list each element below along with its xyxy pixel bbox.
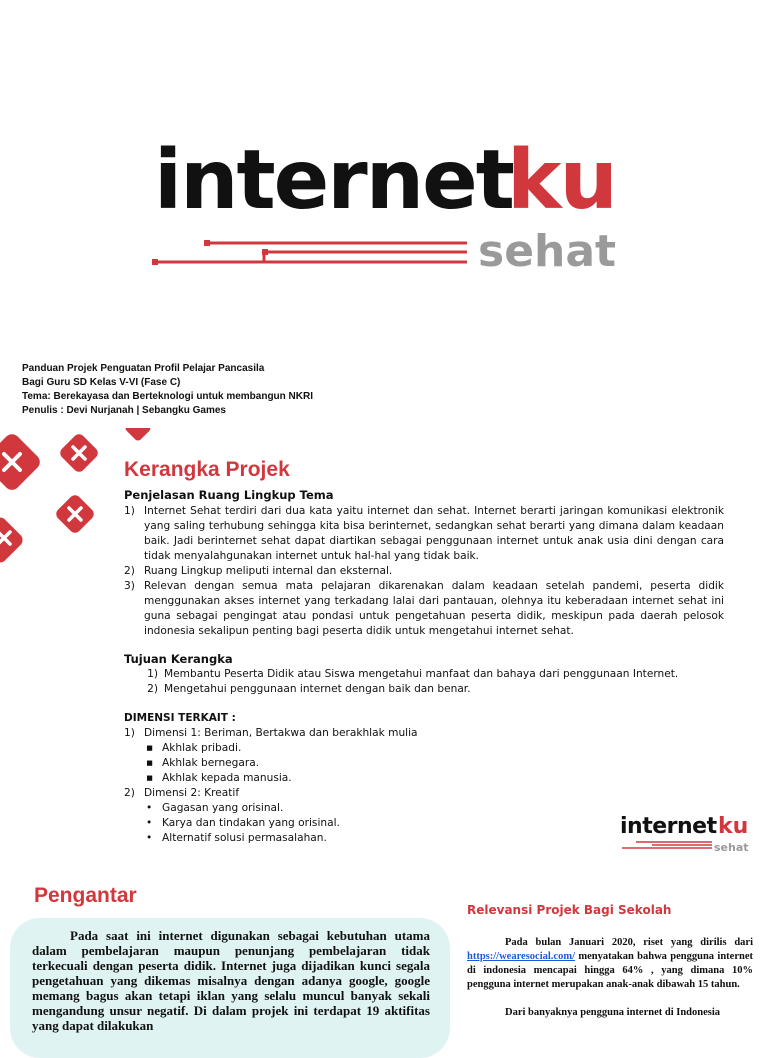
logo-ku-text: ku xyxy=(507,133,616,228)
relevansi-paragraph: Pada bulan Januari 2020, riset yang dirilis dari https://wearesocial.com/ menyatakan bahwa pengguna internet di indonesia mencapai hingga 64% , yang dimana 10% pengguna internet merupakan anak-anak dibawah 15 tahun. xyxy=(467,937,753,990)
list-item: 2) Dimensi 2: Kreatif xyxy=(124,787,240,799)
list-ruang-lingkup xyxy=(124,504,724,639)
bullet-item: • Gagasan yang orisinal. xyxy=(146,802,284,814)
bullet-item: • Alternatif solusi permasalahan. xyxy=(146,832,327,844)
x-diamond-icon xyxy=(0,515,25,566)
bullet-item: ▪ Akhlak kepada manusia. xyxy=(146,772,292,784)
x-diamond-icon xyxy=(54,493,96,535)
x-diamond-partial-icon xyxy=(124,428,154,444)
section-title-relevansi: Relevansi Projek Bagi Sekolah xyxy=(467,903,672,917)
meta-line: Panduan Projek Penguatan Profil Pelajar Pancasila xyxy=(22,363,265,374)
x-diamond-icon xyxy=(0,431,43,493)
decorative-x-shapes xyxy=(0,428,110,568)
author-line: Penulis : Devi Nurjanah | Sebangku Games xyxy=(22,405,226,416)
list-item: 1) Membantu Peserta Didik atau Siswa mengetahui manfaat dan bahaya dari penggunaan Internet. xyxy=(147,668,679,680)
small-logo-ku-text: ku xyxy=(718,814,749,839)
x-diamond-icon xyxy=(58,432,100,474)
logo-internet-text: internet xyxy=(154,133,513,228)
logo-sehat-text: sehat xyxy=(478,226,617,277)
section-title-kerangka: Kerangka Projek xyxy=(124,458,290,481)
wearesocial-link[interactable]: https://wearesocial.com/ xyxy=(467,951,575,962)
bullet-item: • Karya dan tindakan yang orisinal. xyxy=(146,817,340,829)
subheading-ruang-lingkup: Penjelasan Ruang Lingkup Tema xyxy=(124,488,334,502)
relevansi-paragraph: Dari banyaknya pengguna internet di Indonesia xyxy=(505,1007,721,1018)
section-title-pengantar: Pengantar xyxy=(34,884,137,907)
list-item: 3) Relevan dengan semua mata pelajaran dikarenakan dalam keadaan setelah pandemi, peserta didik menggunakan akses internet yang terkadang lalai dari pantauan, olehnya itu keberadaan internet sehat ini guna sebagai pengingat atau pondasi untuk pengetahuan peserta didik, meskipun pada daerah pelosok indonesia sekalipun penting bagi peserta didik untuk mengetahui internet sehat. xyxy=(124,580,724,637)
pengantar-text: Pada saat ini internet digunakan sebagai kebutuhan utama dalam pembelajaran maupun penunjang pembelajaran tidak terkecuali dengan peserta didik. Internet juga dijadikan kunci segala pengetahuan yang dikemas misalnya dengan adanya google, google memang bagus akan tetapi iklan yang selalu muncul banyak sekali mengandung unsur negatif. Di dalam projek ini terdapat 19 aktifitas yang dapat dilakukan xyxy=(32,928,430,1033)
small-logo xyxy=(620,814,760,856)
list-item: 1) Dimensi 1: Beriman, Bertakwa dan berakhlak mulia xyxy=(124,727,418,739)
meta-line: Bagi Guru SD Kelas V-VI (Fase C) xyxy=(22,377,181,388)
bullet-item: ▪ Akhlak bernegara. xyxy=(146,757,260,769)
circuit-lines-graphic xyxy=(152,238,482,274)
list-item: 2) Mengetahui penggunaan internet dengan baik dan benar. xyxy=(147,683,471,695)
subheading-tujuan: Tujuan Kerangka xyxy=(124,652,233,666)
small-logo-internet-text: internet xyxy=(620,814,717,839)
list-item: 1) Internet Sehat terdiri dari dua kata yaitu internet dan sehat. Internet berarti jaringan komunikasi elektronik yang saling terhubung sehingga kita bisa berinternet, sedangkan sehat berarti yang dimana dalam keadaan baik. Jadi berinternet sehat dapat diartikan sebagai penggunaan internet untuk anak usia dini dengan cara tidak menyalahgunakan internet untuk hal-hal yang tidak baik. xyxy=(124,505,724,562)
cover-meta xyxy=(22,362,313,418)
small-logo-sehat-text: sehat xyxy=(714,841,749,854)
meta-line: Tema: Berekayasa dan Berteknologi untuk membangun NKRI xyxy=(22,391,313,402)
list-item: 2) Ruang Lingkup meliputi internal dan eksternal. xyxy=(124,565,393,577)
small-circuit-graphic xyxy=(622,840,714,852)
relevansi-text xyxy=(467,936,753,1020)
bullet-item: ▪ Akhlak pribadi. xyxy=(146,742,242,754)
subheading-dimensi: DIMENSI TERKAIT : xyxy=(124,712,236,724)
list-tujuan xyxy=(124,667,724,697)
